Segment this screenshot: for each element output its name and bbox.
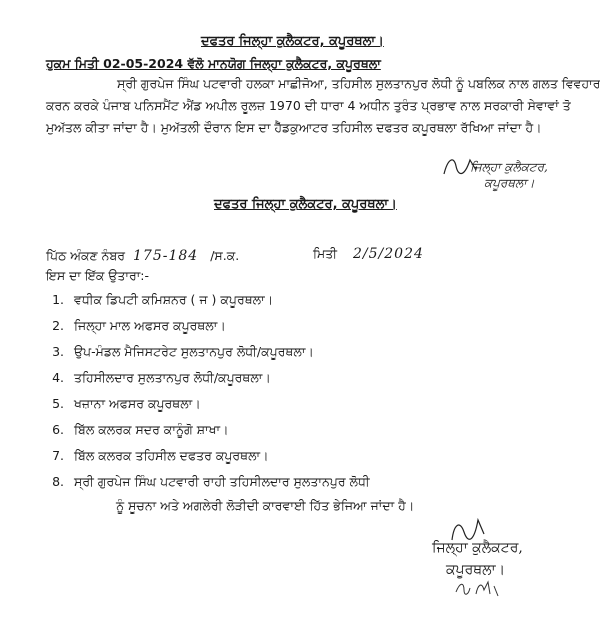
endst-number: 175-184 xyxy=(133,248,199,264)
copy-item: 4. ਤਹਿਸੀਲਦਾਰ ਸੁਲਤਾਨਪੁਰ ਲੋਧੀ/ਕਪੂਰਥਲਾ। xyxy=(52,370,271,385)
copy-item: 8. ਸ੍ਰੀ ਗੁਰਪੇਜ ਸਿੰਘ ਪਟਵਾਰੀ ਰਾਹੀ ਤਹਿਸੀਲਦਾਰ ਸੁਲਤਾਨਪੁਰ ਲੋਧੀ xyxy=(52,474,370,489)
office-title: ਦਫਤਰ ਜਿਲ੍ਹਾ ਕੁਲੈਕਟਰ, ਕਪੂਰਥਲਾ। xyxy=(201,34,384,49)
copy-item: 2. ਜਿਲ੍ਹਾ ਮਾਲ ਅਫਸਰ ਕਪੂਰਥਲਾ। xyxy=(52,318,226,333)
copy-item: 1. ਵਧੀਕ ਡਿਪਟੀ ਕਮਿਸ਼ਨਰ ( ਜ ) ਕਪੂਰਥਲਾ। xyxy=(52,292,274,307)
signature-2-title: ਜਿਲ੍ਹਾ ਕੁਲੈਕਟਰ, xyxy=(432,540,523,556)
copy-item: 6. ਬਿੱਲ ਕਲਰਕ ਸਦਰ ਕਾਨੂੰਗੋ ਸ਼ਾਖਾ। xyxy=(52,422,229,437)
order-heading: ਹੁਕਮ ਮਿਤੀ 02-05-2024 ਵੱਲੋ ਮਾਨਯੋਗ ਜਿਲ੍ਹਾ ਕੁਲੈਕਟਰ, ਕਪੂਰਥਲਾ xyxy=(46,56,381,71)
order-line-1: ਸ੍ਰੀ ਗੁਰਪੇਜ ਸਿੰਘ ਪਟਵਾਰੀ ਹਲਕਾ ਮਾਛੀਜੋਆ, ਤਹਿਸੀਲ ਸੁਲਤਾਨਪੁਰ ਲੋਧੀ ਨੂੰ ਪਬਲਿਕ ਨਾਲ ਗਲਤ ਵਿਵਹਾਰ xyxy=(117,76,600,91)
copy-item: 7. ਬਿੱਲ ਕਲਰਕ ਤਹਿਸੀਲ ਦਫਤਰ ਕਪੂਰਥਲਾ। xyxy=(52,448,269,463)
date-label: ਮਿਤੀ xyxy=(313,246,338,261)
copy-item: 3. ਉਪ-ਮੰਡਲ ਮੈਜਿਸਟਰੇਟ ਸੁਲਤਾਨਪੁਰ ਲੋਧੀ/ਕਪੂਰਥਲਾ। xyxy=(52,344,314,359)
copy-item: 5. ਖਜ਼ਾਨਾ ਅਫਸਰ ਕਪੂਰਥਲਾ। xyxy=(52,396,201,411)
signature-1-title: ਜਿਲ੍ਹਾ ਕੁਲੈਕਟਰ, xyxy=(470,160,548,174)
endst-suffix: /ਸ.ਕ. xyxy=(210,248,240,263)
signature-2-place: ਕਪੂਰਥਲਾ। xyxy=(446,562,506,578)
closing-line: ਨੂੰ ਸੂਚਨਾ ਅਤੇ ਅਗਲੇਰੀ ਲੋੜੀਦੀ ਕਾਰਵਾਈ ਹਿੱਤ ਭੇਜਿਆ ਜਾਂਦਾ ਹੈ। xyxy=(116,498,415,513)
copy-intro: ਇਸ ਦਾ ਇੱਕ ਉਤਾਰਾ:- xyxy=(46,268,150,283)
signature-1-place: ਕਪੂਰਥਲਾ। xyxy=(484,176,535,190)
endorsement-office-title: ਦਫਤਰ ਜਿਲ੍ਹਾ ਕੁਲੈਕਟਰ, ਕਪੂਰਥਲਾ। xyxy=(214,197,397,212)
endst-label: ਪਿੱਠ ਅੰਕਣ ਨੰਬਰ xyxy=(46,248,126,263)
order-line-2: ਕਰਨ ਕਰਕੇ ਪੰਜਾਬ ਪਨਿਸਮੈਂਟ ਐਂਡ ਅਪੀਲ ਰੂਲਜ਼ 1970 ਦੀ ਧਾਰਾ 4 ਅਧੀਨ ਤੁਰੰਤ ਪ੍ਰਭਾਵ ਨਾਲ ਸਰਕਾਰੀ ਸੇਵਾਵਾਂ ਤੋ xyxy=(46,98,571,113)
date-value: 2/5/2024 xyxy=(353,246,424,262)
order-line-3: ਮੁਅੱਤਲ ਕੀਤਾ ਜਾਂਦਾ ਹੈ। ਮੁਅੱਤਲੀ ਦੌਰਾਨ ਇਸ ਦਾ ਹੈੱਡਕੁਆਟਰ ਤਹਿਸੀਲ ਦਫਤਰ ਕਪੂਰਥਲਾ ਰੱਖਿਆ ਜਾਂਦਾ ਹੈ। xyxy=(46,120,542,135)
initials-scribble xyxy=(452,578,508,600)
